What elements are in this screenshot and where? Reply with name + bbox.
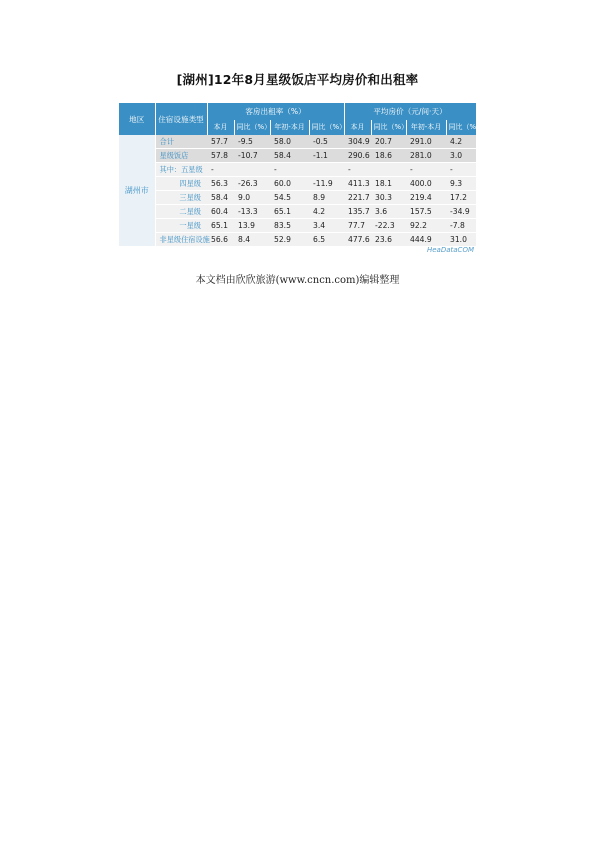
value-cell: 8.9 [309, 191, 344, 205]
value-cell: 8.4 [234, 233, 270, 247]
table-row [119, 163, 476, 177]
value-cell: 290.6 [344, 149, 371, 163]
value-cell: 18.1 [371, 177, 406, 191]
type-cell: 一星级 [155, 219, 207, 233]
type-cell: 合计 [155, 135, 207, 149]
value-cell: 411.3 [344, 177, 371, 191]
value-cell: - [207, 163, 234, 177]
value-cell: 3.0 [446, 149, 476, 163]
table-body [119, 135, 476, 247]
value-cell: 30.3 [371, 191, 406, 205]
value-cell: 31.0 [446, 233, 476, 247]
subheader-cell: 本月 [344, 120, 371, 135]
statistics-table [119, 103, 484, 247]
value-cell: -7.8 [446, 219, 476, 233]
subheader-cell: 同比（%） [446, 120, 476, 135]
value-cell: 17.2 [446, 191, 476, 205]
value-cell: -26.3 [234, 177, 270, 191]
value-cell: 57.8 [207, 149, 234, 163]
value-cell: - [446, 163, 476, 177]
subheader-cell: 本月 [207, 120, 234, 135]
value-cell: 58.4 [270, 149, 309, 163]
value-cell: 77.7 [344, 219, 371, 233]
value-cell: 20.7 [371, 135, 406, 149]
type-cell: 二星级 [155, 205, 207, 219]
value-cell: 56.6 [207, 233, 234, 247]
subheader-cell: 同比（%） [234, 120, 270, 135]
table-row [119, 191, 476, 205]
value-cell: 56.3 [207, 177, 234, 191]
value-cell: 57.7 [207, 135, 234, 149]
type-cell: 三星级 [155, 191, 207, 205]
header-occupancy: 客房出租率（%） [207, 103, 344, 120]
value-cell: 92.2 [406, 219, 446, 233]
value-cell: 60.4 [207, 205, 234, 219]
region-cell: 湖州市 [119, 135, 155, 247]
type-cell: 其中：五星级 [155, 163, 207, 177]
value-cell: 65.1 [207, 219, 234, 233]
table-row [119, 205, 476, 219]
value-cell: 60.0 [270, 177, 309, 191]
value-cell: 18.6 [371, 149, 406, 163]
document-title: [湖州]12年8月星级饭店平均房价和出租率 [176, 72, 419, 87]
header-type: 住宿设施类型 [155, 103, 207, 135]
value-cell: 58.0 [270, 135, 309, 149]
value-cell: -11.9 [309, 177, 344, 191]
value-cell: 58.4 [207, 191, 234, 205]
type-cell: 四星级 [155, 177, 207, 191]
value-cell: 9.0 [234, 191, 270, 205]
value-cell: -1.1 [309, 149, 344, 163]
value-cell: 219.4 [406, 191, 446, 205]
value-cell: 281.0 [406, 149, 446, 163]
value-cell [371, 163, 406, 177]
value-cell: 54.5 [270, 191, 309, 205]
value-cell: 477.6 [344, 233, 371, 247]
value-cell: 13.9 [234, 219, 270, 233]
source-caption: 本文档由欣欣旅游(www.cncn.com)编辑整理 [195, 275, 400, 286]
table-row [119, 149, 476, 163]
value-cell: 52.9 [270, 233, 309, 247]
table-row [119, 233, 476, 247]
value-cell: 6.5 [309, 233, 344, 247]
value-cell [234, 163, 270, 177]
value-cell: 3.6 [371, 205, 406, 219]
value-cell: -22.3 [371, 219, 406, 233]
value-cell: -9.5 [234, 135, 270, 149]
value-cell: 9.3 [446, 177, 476, 191]
subheader-cell: 同比（%） [371, 120, 406, 135]
statistics-table-image [119, 103, 484, 255]
value-cell: 157.5 [406, 205, 446, 219]
table-row [119, 219, 476, 233]
table-row [119, 177, 476, 191]
value-cell: 400.0 [406, 177, 446, 191]
type-cell: 非星级住宿设施 [155, 233, 207, 247]
value-cell: 4.2 [309, 205, 344, 219]
value-cell: -34.9 [446, 205, 476, 219]
value-cell: 83.5 [270, 219, 309, 233]
value-cell: 3.4 [309, 219, 344, 233]
value-cell: 23.6 [371, 233, 406, 247]
value-cell: -10.7 [234, 149, 270, 163]
value-cell: 4.2 [446, 135, 476, 149]
value-cell: -0.5 [309, 135, 344, 149]
value-cell: - [270, 163, 309, 177]
value-cell: 135.7 [344, 205, 371, 219]
watermark: HeaDataCOM [426, 246, 474, 254]
header-room-price: 平均房价（元/间·天） [344, 103, 476, 120]
value-cell [309, 163, 344, 177]
value-cell: - [344, 163, 371, 177]
value-cell: 221.7 [344, 191, 371, 205]
value-cell: -13.3 [234, 205, 270, 219]
type-cell: 星级饭店 [155, 149, 207, 163]
value-cell: 65.1 [270, 205, 309, 219]
header-region: 地区 [119, 103, 155, 135]
subheader-cell: 同比（%） [309, 120, 344, 135]
table-row [119, 135, 476, 149]
value-cell: 304.9 [344, 135, 371, 149]
value-cell: 291.0 [406, 135, 446, 149]
subheader-cell: 年初-本月 [270, 120, 309, 135]
value-cell: - [406, 163, 446, 177]
value-cell: 444.9 [406, 233, 446, 247]
subheader-cell: 年初-本月 [406, 120, 446, 135]
